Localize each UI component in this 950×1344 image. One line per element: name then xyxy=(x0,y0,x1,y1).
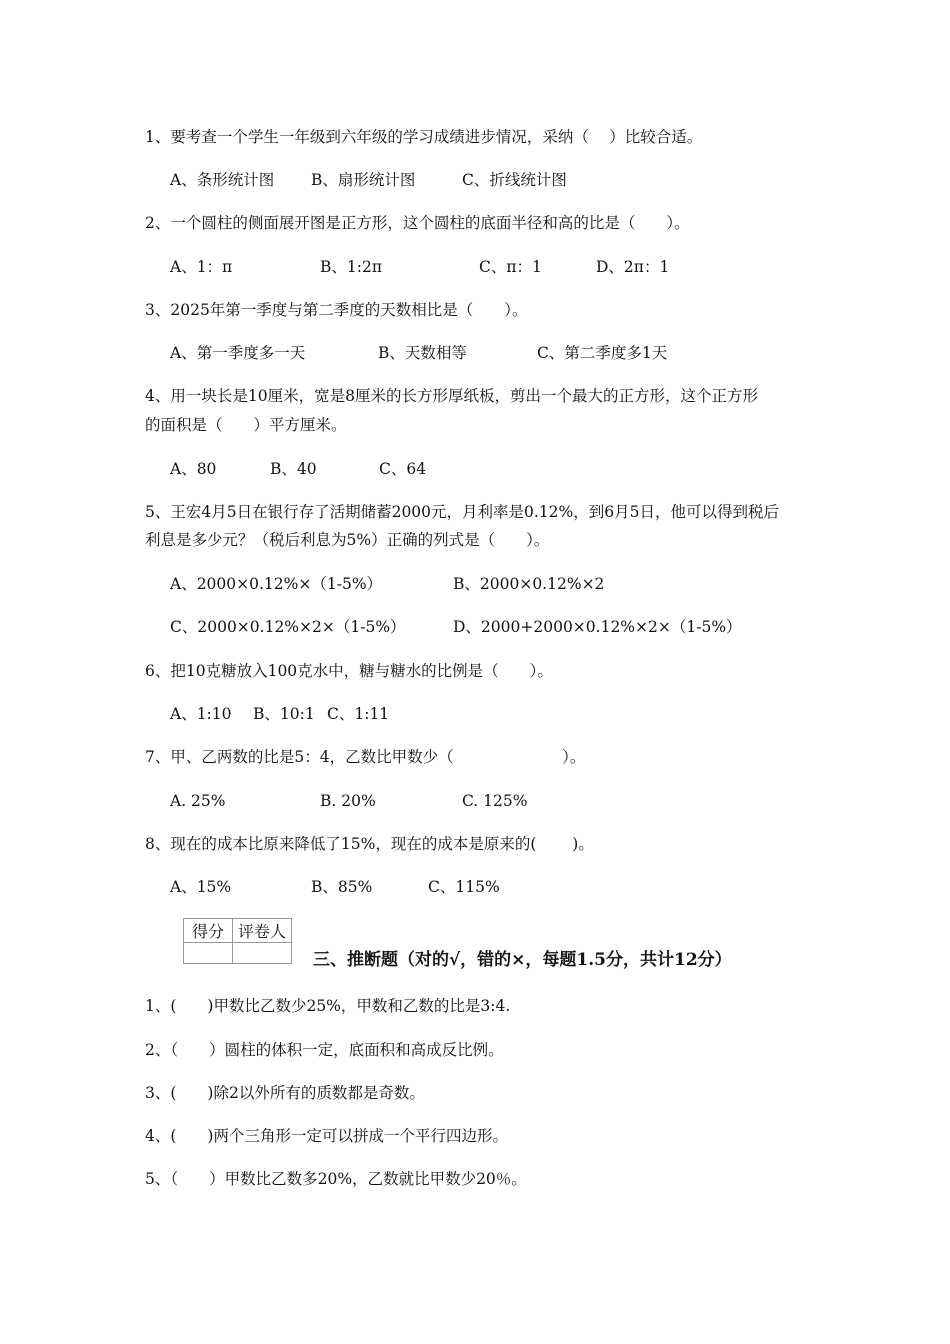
question-2-text: 2、一个圆柱的侧面展开图是正方形，这个圆柱的底面半径和高的比是（ ）。 xyxy=(145,214,690,232)
judge-item-5: 5、（ ）甲数比乙数多20%，乙数就比甲数少20％。 xyxy=(145,1170,527,1188)
question-5-option-b: B、2000×0.12%×2 xyxy=(453,575,605,593)
question-7-text: 7、甲、乙两数的比是5：4，乙数比甲数少（ ）。 xyxy=(145,748,586,766)
question-5-option-d: D、2000+2000×0.12%×2×（1-5%） xyxy=(453,618,742,636)
question-7-option-b: B. 20% xyxy=(320,792,376,810)
question-8-text: 8、现在的成本比原来降低了15%，现在的成本是原来的( )。 xyxy=(145,835,594,853)
question-5-text-line1: 5、王宏4月5日在银行存了活期储蓄2000元，月利率是0.12%，到6月5日，他可以得到税后 xyxy=(145,503,779,521)
judge-item-1: 1、( )甲数比乙数少25%，甲数和乙数的比是3:4. xyxy=(145,997,511,1015)
grader-cell[interactable] xyxy=(233,943,292,964)
question-3-option-c: C、第二季度多1天 xyxy=(537,344,668,362)
score-table xyxy=(183,918,292,964)
question-7-option-c: C. 125% xyxy=(462,792,528,810)
question-6-option-a: A、1:10 xyxy=(170,705,232,723)
question-1-text: 1、要考查一个学生一年级到六年级的学习成绩进步情况，采纳（ ）比较合适。 xyxy=(145,128,703,146)
question-3-option-a: A、第一季度多一天 xyxy=(170,344,306,362)
section-3-title: 三、推断题（对的√，错的×，每题1.5分，共计12分） xyxy=(313,950,732,970)
judge-item-3: 3、( )除2以外所有的质数都是奇数。 xyxy=(145,1084,425,1102)
question-4-option-c: C、64 xyxy=(379,460,427,478)
question-3-option-b: B、天数相等 xyxy=(378,344,467,362)
grader-header: 评卷人 xyxy=(233,919,292,943)
question-1-option-b: B、扇形统计图 xyxy=(311,171,416,189)
question-4-text-line1: 4、用一块长是10厘米，宽是8厘米的长方形厚纸板，剪出一个最大的正方形，这个正方形 xyxy=(145,387,758,405)
question-4-option-b: B、40 xyxy=(270,460,317,478)
question-8-option-a: A、15% xyxy=(170,878,232,896)
question-8-option-c: C、115% xyxy=(428,878,500,896)
question-1-option-a: A、条形统计图 xyxy=(170,171,275,189)
question-4-option-a: A、80 xyxy=(170,460,217,478)
question-3-text: 3、2025年第一季度与第二季度的天数相比是（ ）。 xyxy=(145,301,528,319)
question-6-text: 6、把10克糖放入100克水中，糖与糖水的比例是（ ）。 xyxy=(145,662,553,680)
question-5-text-line2: 利息是多少元？（税后利息为5%）正确的列式是（ ）。 xyxy=(145,531,550,549)
question-6-option-c: C、1:11 xyxy=(327,705,390,723)
question-5-option-c: C、2000×0.12%×2×（1-5%） xyxy=(170,618,406,636)
question-2-option-b: B、1:2π xyxy=(320,258,383,276)
question-6-option-b: B、10:1 xyxy=(253,705,315,723)
score-header: 得分 xyxy=(184,919,233,943)
question-2-option-d: D、2π：1 xyxy=(596,258,670,276)
judge-item-4: 4、( )两个三角形一定可以拼成一个平行四边形。 xyxy=(145,1127,508,1145)
question-4-text-line2: 的面积是（ ）平方厘米。 xyxy=(145,416,347,434)
question-1-option-c: C、折线统计图 xyxy=(462,171,567,189)
question-5-option-a: A、2000×0.12%×（1-5%） xyxy=(170,575,383,593)
judge-item-2: 2、（ ）圆柱的体积一定，底面积和高成反比例。 xyxy=(145,1041,504,1059)
question-2-option-a: A、1：π xyxy=(170,258,233,276)
score-cell[interactable] xyxy=(184,943,233,964)
question-8-option-b: B、85% xyxy=(311,878,373,896)
question-7-option-a: A. 25% xyxy=(170,792,226,810)
question-2-option-c: C、π：1 xyxy=(479,258,542,276)
